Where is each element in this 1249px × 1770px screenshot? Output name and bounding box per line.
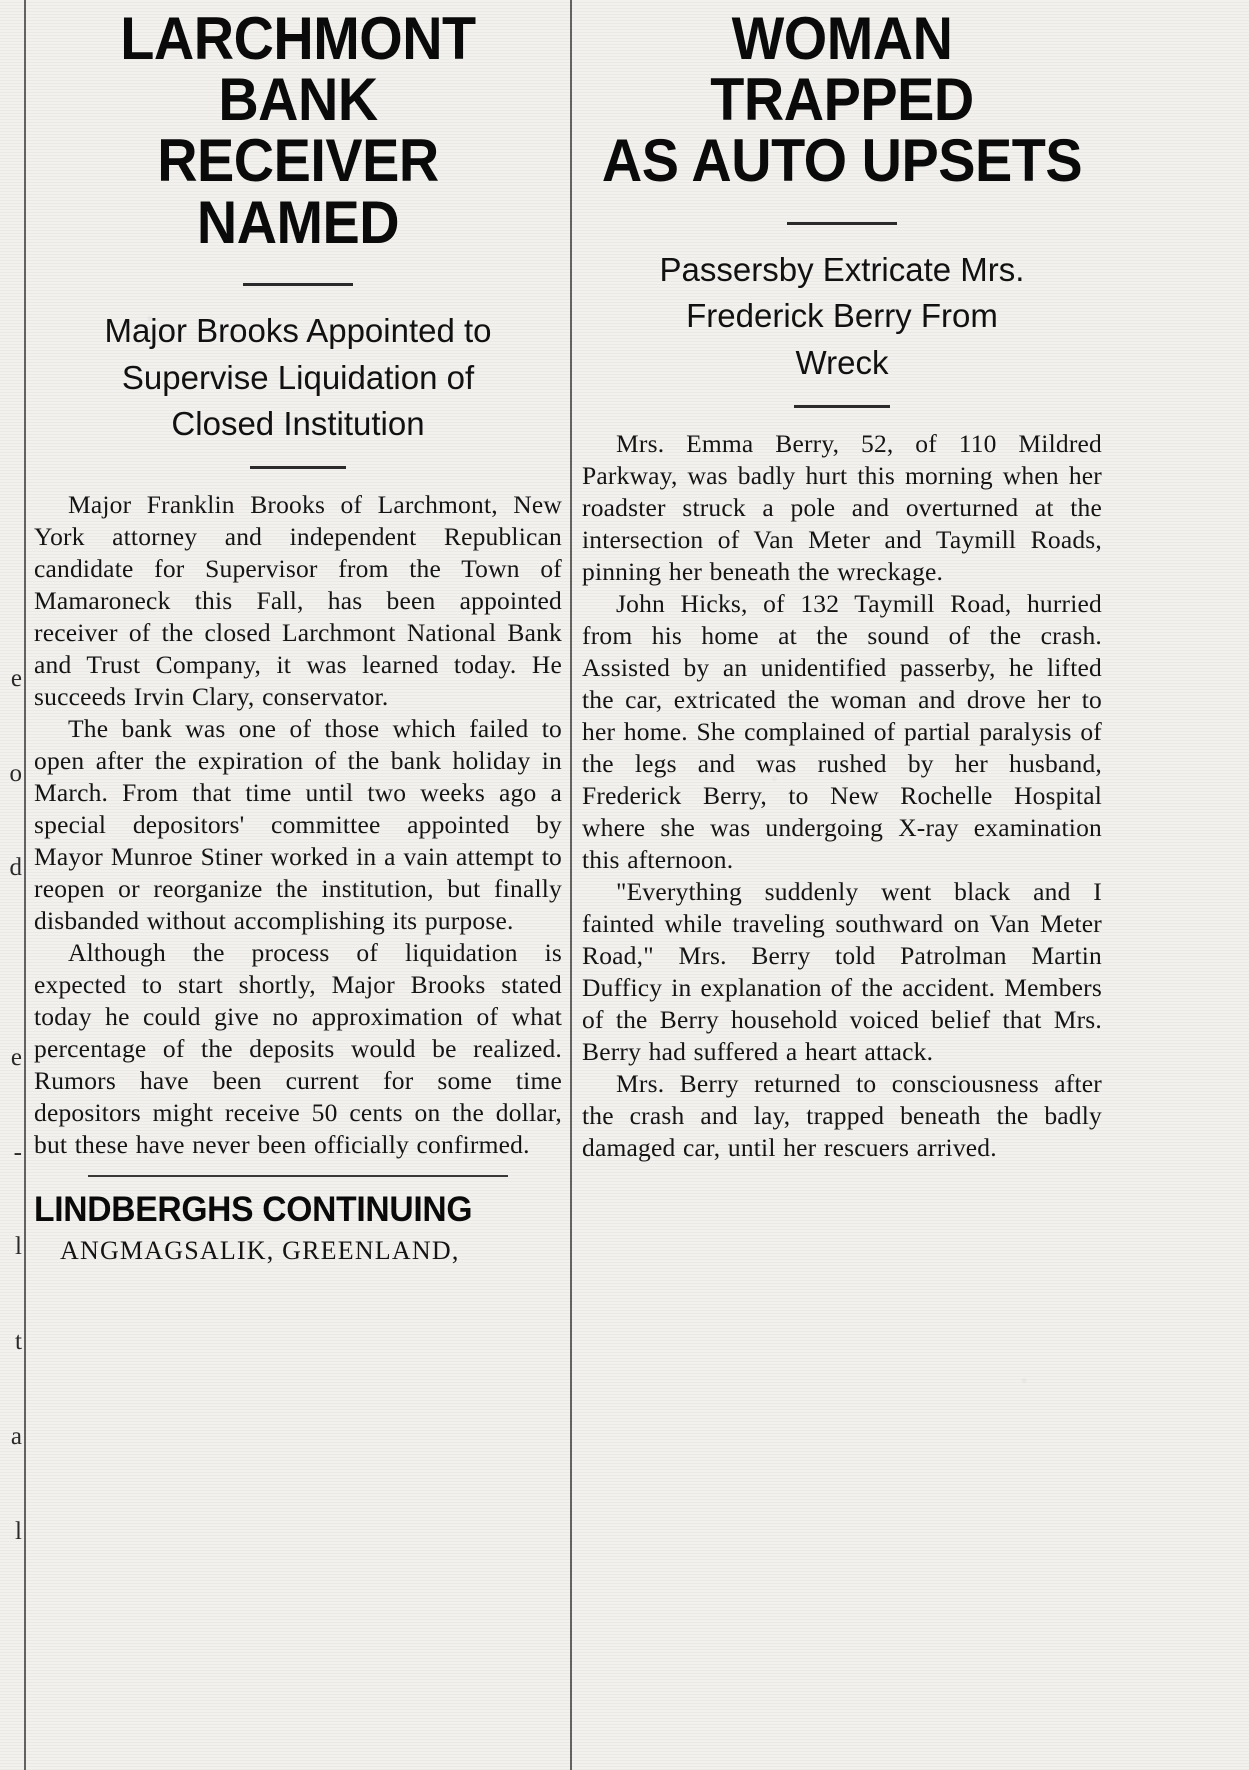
body-text-woman-trapped bbox=[582, 428, 1102, 1164]
sliver-line: a bbox=[10, 1422, 22, 1450]
sliver-line: l bbox=[15, 1517, 22, 1545]
sliver-line: e bbox=[10, 664, 22, 692]
column-rule-middle bbox=[570, 0, 572, 1770]
headline-line: RECEIVER NAMED bbox=[157, 127, 439, 256]
paragraph: John Hicks, of 132 Taymill Road, hurried from his home at the sound of the crash. Assisted by an unidentified passerby, he lifted the car, extricated the woman and drove her to her home. She complained of partial paralysis of the legs and was rushed by her husband, Frederick Berry, to New Rochelle Hospital where she was undergoing X-ray examination this afternoon. bbox=[582, 589, 1102, 875]
headline-woman-trapped bbox=[600, 0, 1084, 195]
sliver-line bbox=[0, 947, 22, 979]
subhead-line: Frederick Berry From bbox=[686, 297, 998, 335]
sliver-line: t bbox=[15, 1328, 22, 1355]
headline-lindberghs-continuing: LINDBERGHS CONTINUING bbox=[34, 1190, 473, 1230]
sliver-line: d bbox=[9, 854, 22, 882]
headline-line: WOMAN TRAPPED bbox=[710, 5, 974, 134]
headline-line: AS AUTO UPSETS bbox=[601, 127, 1083, 195]
subhead-larchmont-bank bbox=[34, 308, 562, 449]
subhead-line: Wreck bbox=[795, 344, 889, 382]
dateline: ANGMAGSALIK, GREENLAND, bbox=[60, 1235, 460, 1265]
article-column-left bbox=[34, 0, 562, 1266]
adjacent-column-sliver bbox=[0, 600, 22, 1610]
divider bbox=[250, 466, 346, 469]
column-rule-left bbox=[24, 0, 26, 1770]
paragraph: "Everything suddenly went black and I fainted while traveling southward on Van Meter Road," Mrs. Berry told Patrolman Martin Dufficy in explanation of the accident. Members of the Berry household voiced belief that Mrs. Berry had suffered a heart attack. bbox=[582, 877, 1102, 1067]
headline-larchmont-bank bbox=[52, 0, 543, 256]
headline-line: LARCHMONT BANK bbox=[120, 5, 476, 134]
paragraph: Major Franklin Brooks of Larchmont, New York attorney and independent Republican candidate for Supervisor from the Town of Mamaroneck this Fall, has been appointed receiver of the closed Larchmont National Bank and Trust Company, it was learned today. He succeeds Irvin Clary, conservator. bbox=[34, 490, 562, 712]
sliver-line: o bbox=[9, 759, 22, 787]
paragraph: The bank was one of those which failed to open after the expiration of the bank holiday in March. From that time until two weeks ago a special depositors' committee appointed by Mayor Munroe Stiner worked in a vain attempt to reopen or reorganize the institution, but finally disbanded without accomplishing its purpose. bbox=[34, 714, 562, 936]
paragraph: Although the process of liquidation is expected to start shortly, Major Brooks stated today he could give no approximation of what percentage of the deposits would be realized. Rumors have been current for some time depositors might receive 50 cents on the dollar, but these have never been officially confirmed. bbox=[34, 938, 562, 1160]
sliver-line: l bbox=[15, 1233, 22, 1261]
article-column-right bbox=[582, 0, 1102, 1164]
divider bbox=[794, 405, 890, 408]
paragraph: Mrs. Emma Berry, 52, of 110 Mildred Parkway, was badly hurt this morning when her roadster struck a pole and overturned at the intersection of Van Meter and Taymill Roads, pinning her beneath the wreckage. bbox=[582, 429, 1102, 587]
subhead-line: Closed Institution bbox=[171, 405, 425, 443]
divider bbox=[243, 283, 353, 286]
sliver-line: - bbox=[13, 1138, 22, 1166]
subhead-woman-trapped bbox=[582, 247, 1102, 388]
divider bbox=[88, 1175, 508, 1177]
paragraph: Mrs. Berry returned to consciousness after the crash and lay, trapped beneath the badly damaged car, until her rescuers arrived. bbox=[582, 1069, 1102, 1163]
subhead-line: Passersby Extricate Mrs. bbox=[659, 250, 1025, 288]
divider bbox=[787, 222, 897, 225]
subhead-line: Supervise Liquidation of bbox=[121, 358, 475, 396]
body-text-larchmont-bank bbox=[34, 489, 562, 1161]
sliver-line: e bbox=[10, 1043, 22, 1071]
subhead-line: Major Brooks Appointed to bbox=[104, 311, 492, 349]
